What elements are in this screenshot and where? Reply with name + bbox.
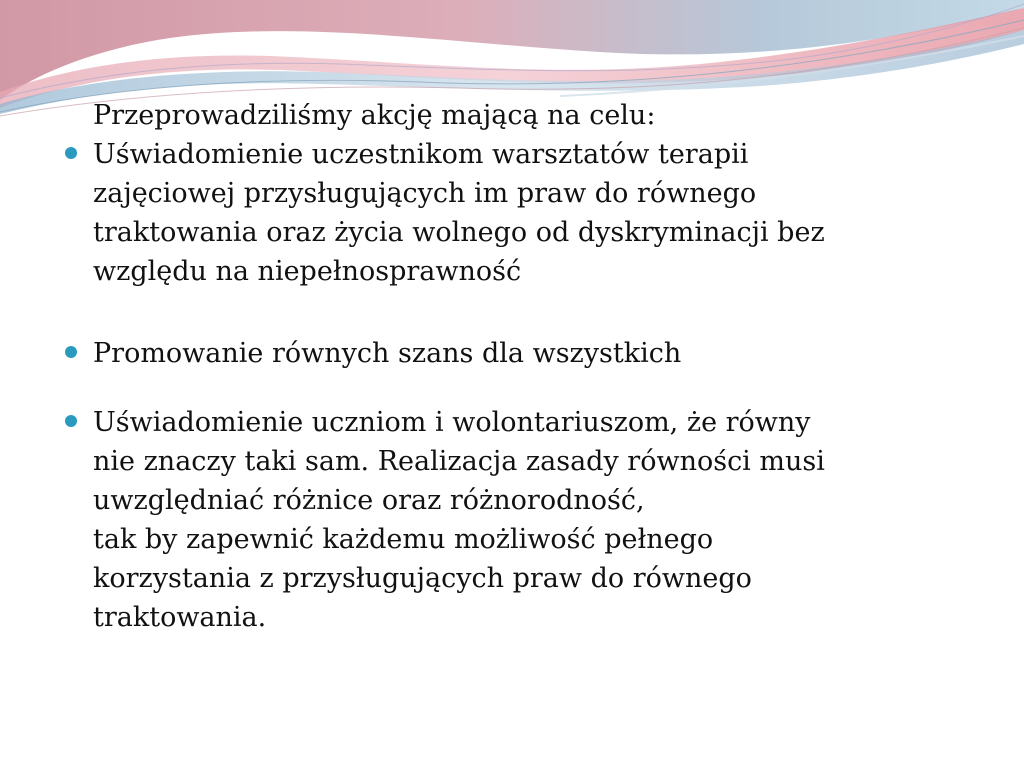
bullet-list [0,135,1024,637]
bullet-text-line: Uświadomienie uczestnikom warsztatów terapii [93,139,749,170]
intro-text: Przeprowadziliśmy akcję mającą na celu: [93,100,656,131]
slide-content [0,96,1024,637]
bullet-text-line: Uświadomienie uczniom i wolontariuszom, że równy [93,407,811,438]
bullet-item [0,135,1024,291]
bullet-item [0,403,1024,637]
bullet-icon [65,415,77,427]
bullet-text-line: zajęciowej przysługujących im praw do równego [93,178,757,209]
bullet-text-line: tak by zapewnić każdemu możliwość pełnego [93,524,714,555]
bullet-text-line: traktowania. [93,602,267,633]
bullet-text-line: nie znaczy taki sam. Realizacja zasady równości musi [93,446,825,477]
bullet-icon [65,346,77,358]
bullet-text-line: traktowania oraz życia wolnego od dyskryminacji bez [93,217,825,248]
bullet-text-line: korzystania z przysługujących praw do równego [93,563,752,594]
bullet-icon [65,147,77,159]
bullet-text-line: uwzględniać różnice oraz różnorodność, [93,485,645,516]
bullet-text-line: Promowanie równych szans dla wszystkich [93,338,682,369]
bullet-text-line: względu na niepełnosprawność [93,256,522,287]
bullet-item [0,334,1024,373]
